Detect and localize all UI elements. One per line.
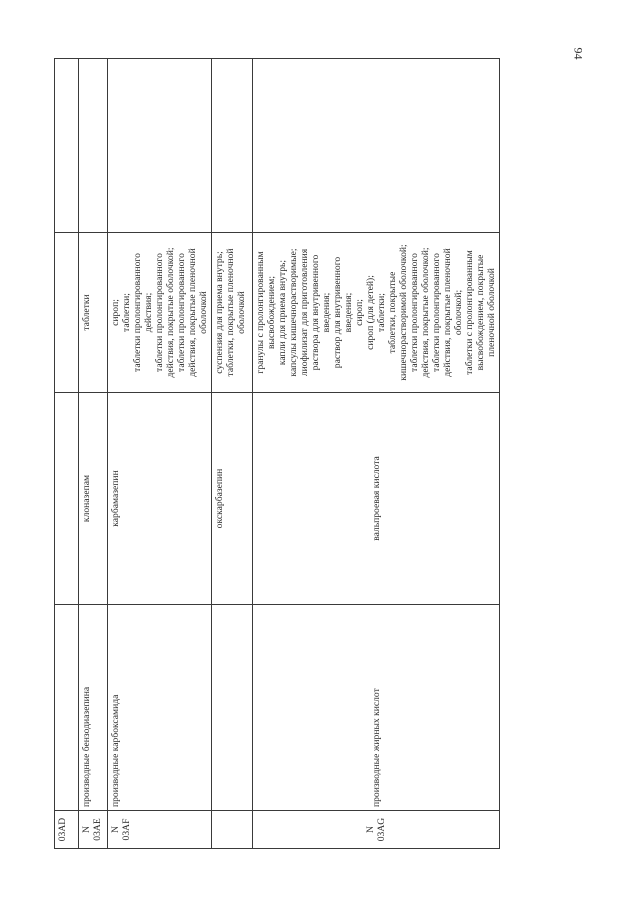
substance-cell bbox=[55, 393, 79, 605]
substance-cell: окскарбазепин bbox=[212, 393, 253, 605]
table-row bbox=[55, 59, 79, 849]
group-cell: производные бензодиазепина bbox=[79, 605, 108, 811]
dosage-form: лиофилизат для приготовления раствора для внутривенного введения; bbox=[299, 248, 332, 377]
spacer-cell bbox=[55, 59, 79, 233]
atc-code-cell bbox=[212, 811, 253, 849]
forms-cell bbox=[55, 233, 79, 393]
drug-table bbox=[54, 58, 500, 849]
table-row bbox=[108, 59, 212, 849]
dosage-form: капсулы кишечнорастворимые; bbox=[288, 248, 299, 377]
atc-code-cell: N 03AF bbox=[108, 811, 212, 849]
dosage-form: таблетки пролонгированного действия, покрытые оболочкой; bbox=[154, 247, 176, 378]
spacer-cell bbox=[253, 59, 500, 233]
group-cell bbox=[55, 605, 79, 811]
table-row bbox=[212, 59, 253, 849]
dosage-form: суспензия для приема внутрь; bbox=[214, 251, 225, 374]
page-number: 94 bbox=[571, 47, 586, 60]
substance-cell: клоназепам bbox=[79, 393, 108, 605]
dosage-form: таблетки; bbox=[121, 293, 132, 332]
dosage-form: таблетки, покрытые пленочной оболочкой bbox=[225, 248, 247, 377]
spacer-cell bbox=[212, 59, 253, 233]
group-cell: производные карбоксамида bbox=[108, 605, 212, 811]
table-row bbox=[253, 59, 500, 849]
dosage-form: таблетки, покрытые кишечнорастворимой оболочкой; bbox=[387, 244, 409, 381]
atc-code-cell: 03AD bbox=[55, 811, 79, 849]
forms-cell bbox=[108, 233, 212, 393]
dosage-form: сироп; bbox=[110, 299, 121, 326]
forms-cell bbox=[212, 233, 253, 393]
dosage-form: таблетки; bbox=[376, 293, 387, 332]
substance-cell: вальпроевая кислота bbox=[253, 393, 500, 605]
atc-code-cell: N 03AE bbox=[79, 811, 108, 849]
forms-cell bbox=[253, 233, 500, 393]
dosage-form: гранулы с пролонгированным высвобождением; bbox=[255, 251, 277, 374]
spacer-cell bbox=[79, 59, 108, 233]
dosage-form: сироп (для детей); bbox=[365, 275, 376, 350]
spacer-cell bbox=[108, 59, 212, 233]
dosage-form: таблетки пролонгированного действия, покрытые пленочной оболочкой; bbox=[431, 248, 464, 377]
table-row bbox=[79, 59, 108, 849]
rotated-table-container bbox=[54, 59, 554, 849]
dosage-form: сироп; bbox=[354, 299, 365, 326]
atc-code-cell: N 03AG bbox=[253, 811, 500, 849]
dosage-form: таблетки bbox=[81, 294, 92, 331]
group-cell: производные жирных кислот bbox=[253, 605, 500, 811]
substance-cell: карбамазепин bbox=[108, 393, 212, 605]
dosage-form: таблетки пролонгированного действия, покрытые пленочной оболочкой bbox=[176, 248, 209, 377]
dosage-form: таблетки пролонгированного действия, покрытые оболочкой; bbox=[409, 247, 431, 378]
dosage-form: таблетки с пролонгированным высвобождением, покрытые пленочной оболочкой bbox=[464, 250, 497, 375]
group-cell bbox=[212, 605, 253, 811]
dosage-form: капли для приема внутрь; bbox=[277, 259, 288, 366]
dosage-form: раствор для внутривенного введения; bbox=[332, 256, 354, 369]
dosage-form: таблетки пролонгированного действия; bbox=[132, 253, 154, 372]
forms-cell bbox=[79, 233, 108, 393]
